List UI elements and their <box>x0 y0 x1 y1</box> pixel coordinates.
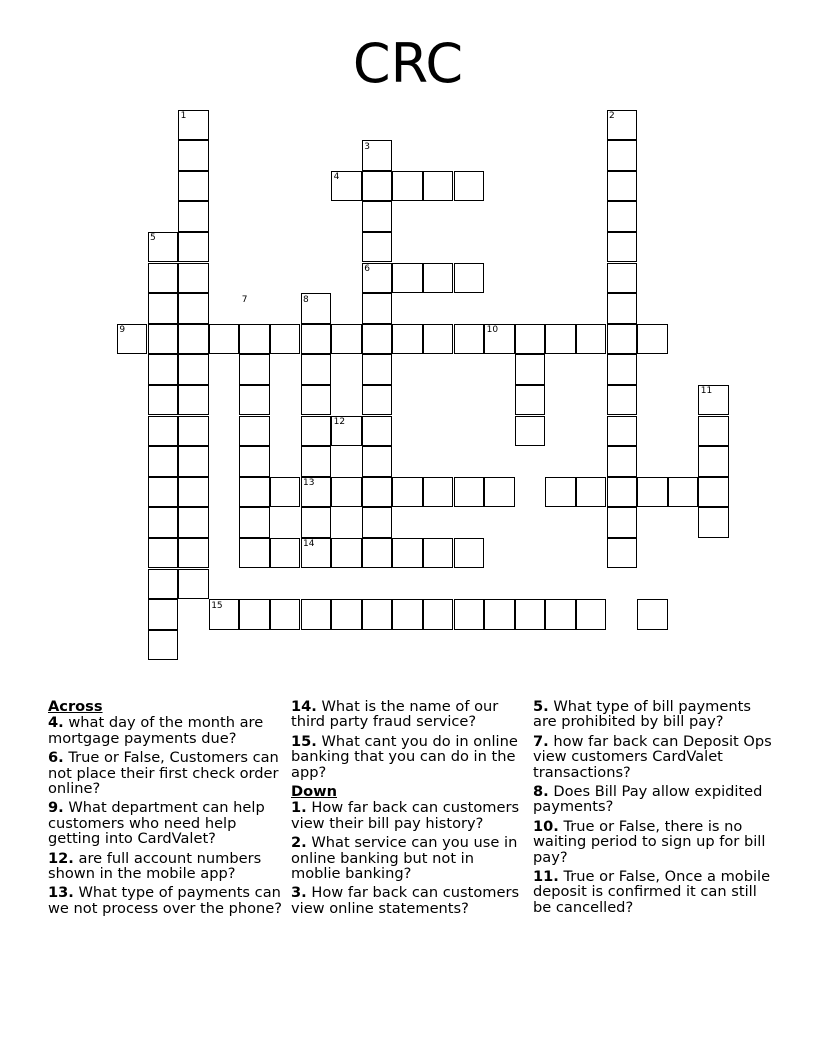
clue-text: True or False, Once a mobile deposit is confirmed it can still be cancelled? <box>533 868 771 916</box>
cell-number: 13 <box>303 478 315 489</box>
crossword-cell[interactable] <box>148 630 179 661</box>
crossword-cell[interactable] <box>209 324 240 355</box>
clue-text: What is the name of our third party fraud service? <box>291 698 499 731</box>
cell-number: 5 <box>150 233 156 244</box>
crossword-cell[interactable] <box>301 507 332 538</box>
clue-column-3 <box>533 699 773 919</box>
crossword-cell[interactable] <box>270 477 301 508</box>
clue-down-3 <box>291 885 527 916</box>
crossword-cell[interactable] <box>362 385 393 416</box>
crossword-cell[interactable] <box>515 385 546 416</box>
clue-number: 10. <box>533 817 559 835</box>
clue-number: 9. <box>48 799 64 817</box>
cell-number: 11 <box>700 386 713 397</box>
crossword-cell[interactable] <box>607 354 638 385</box>
crossword-cell[interactable] <box>148 446 179 477</box>
down-heading: Down <box>291 783 338 801</box>
crossword-cell[interactable] <box>607 293 638 324</box>
clue-across-9 <box>48 800 284 846</box>
crossword-cell[interactable] <box>239 538 270 569</box>
crossword-cell[interactable] <box>515 599 546 630</box>
cell-number: 8 <box>303 294 309 305</box>
clue-down-11 <box>533 869 773 915</box>
crossword-cell[interactable] <box>148 477 179 508</box>
clue-number: 4. <box>48 714 64 732</box>
crossword-cell[interactable] <box>239 507 270 538</box>
clue-number: 15. <box>291 732 317 750</box>
crossword-cell[interactable] <box>515 354 546 385</box>
crossword-cell[interactable] <box>362 171 393 202</box>
crossword-cell[interactable] <box>392 538 423 569</box>
crossword-cell[interactable] <box>515 324 546 355</box>
crossword-cell[interactable] <box>270 538 301 569</box>
crossword-cell[interactable] <box>607 416 638 447</box>
clue-number: 8. <box>533 783 549 801</box>
cell-number: 15 <box>211 600 223 611</box>
clue-text: Does Bill Pay allow expidited payments? <box>533 783 763 816</box>
crossword-cell[interactable] <box>607 507 638 538</box>
crossword-cell[interactable] <box>362 293 393 324</box>
cell-number: 12 <box>333 417 346 427</box>
clue-down-5 <box>533 699 773 730</box>
crossword-cell[interactable] <box>607 446 638 477</box>
crossword-cell[interactable] <box>148 416 179 447</box>
clue-number: 14. <box>291 698 317 715</box>
crossword-cell[interactable] <box>148 263 179 294</box>
clue-number: 11. <box>533 868 559 886</box>
crossword-cell[interactable] <box>148 354 179 385</box>
clue-down-7 <box>533 734 773 780</box>
crossword-cell[interactable] <box>637 599 668 630</box>
across-heading: Across <box>48 698 103 715</box>
crossword-cell[interactable] <box>301 385 332 416</box>
crossword-cell[interactable] <box>607 385 638 416</box>
crossword-cell[interactable] <box>178 293 209 324</box>
crossword-cell[interactable] <box>423 599 454 630</box>
crossword-cell[interactable] <box>545 324 576 355</box>
crossword-cell[interactable] <box>454 171 485 202</box>
crossword-cell[interactable] <box>178 354 209 385</box>
crossword-cell[interactable] <box>607 538 638 569</box>
crossword-cell[interactable] <box>423 171 454 202</box>
crossword-cell[interactable] <box>545 477 576 508</box>
crossword-cell[interactable] <box>484 477 515 508</box>
crossword-cell[interactable] <box>423 324 454 355</box>
crossword-cell[interactable] <box>515 416 546 447</box>
clue-text: True or False, there is no waiting period to sign up for bill pay? <box>533 817 766 866</box>
crossword-cell[interactable] <box>607 232 638 263</box>
crossword-cell[interactable] <box>362 232 393 263</box>
clue-down-2 <box>291 835 527 881</box>
crossword-cell[interactable] <box>362 599 393 630</box>
crossword-cell[interactable] <box>239 354 270 385</box>
crossword-cell[interactable] <box>576 477 607 508</box>
crossword-cell[interactable] <box>270 599 301 630</box>
crossword-cell[interactable] <box>362 354 393 385</box>
crossword-cell[interactable] <box>607 140 638 171</box>
clue-number: 12. <box>48 849 74 867</box>
crossword-cell[interactable] <box>148 569 179 600</box>
crossword-cell[interactable] <box>607 324 638 355</box>
clue-column-2 <box>291 699 527 920</box>
cell-number: 7 <box>241 294 248 305</box>
crossword-cell[interactable] <box>301 354 332 385</box>
crossword-cell[interactable] <box>545 599 576 630</box>
crossword-cell[interactable] <box>331 324 362 355</box>
clue-across-12 <box>48 851 284 882</box>
crossword-cell[interactable] <box>148 324 179 355</box>
crossword-cell[interactable] <box>178 569 209 600</box>
clue-across-15 <box>291 734 527 780</box>
crossword-cell[interactable] <box>392 263 423 294</box>
crossword-cell[interactable] <box>270 324 301 355</box>
clue-column-1 <box>48 699 284 920</box>
crossword-cell[interactable] <box>454 599 485 630</box>
crossword-cell[interactable] <box>301 324 332 355</box>
crossword-cell[interactable] <box>698 446 729 477</box>
clue-across-13 <box>48 885 284 916</box>
crossword-cell[interactable] <box>178 507 209 538</box>
clue-across-14 <box>291 699 527 730</box>
crossword-cell[interactable] <box>392 324 423 355</box>
crossword-cell[interactable] <box>178 232 209 263</box>
crossword-cell[interactable] <box>178 446 209 477</box>
crossword-cell[interactable] <box>637 324 668 355</box>
crossword-cell[interactable] <box>423 477 454 508</box>
crossword-cell[interactable] <box>178 140 209 171</box>
crossword-cell[interactable] <box>331 538 362 569</box>
crossword-cell[interactable] <box>637 477 668 508</box>
crossword-cell[interactable] <box>148 599 179 630</box>
clue-number: 5. <box>533 698 549 715</box>
clue-text: What cant you do in online banking that you can do in the app? <box>291 732 518 781</box>
crossword-cell[interactable] <box>301 446 332 477</box>
clue-text: What type of bill payments are prohibited by bill pay? <box>533 698 751 731</box>
crossword-cell[interactable] <box>178 263 209 294</box>
crossword-cell[interactable] <box>607 171 638 202</box>
crossword-cell[interactable] <box>239 599 270 630</box>
crossword-cell[interactable] <box>362 416 393 447</box>
crossword-cell[interactable] <box>301 416 332 447</box>
clue-number: 13. <box>48 884 74 902</box>
crossword-cell[interactable] <box>362 201 393 232</box>
crossword-cell[interactable] <box>698 416 729 447</box>
crossword-cell[interactable] <box>392 171 423 202</box>
crossword-cell[interactable] <box>576 324 607 355</box>
crossword-cell[interactable] <box>423 263 454 294</box>
crossword-cell[interactable] <box>576 599 607 630</box>
clue-text: how far back can Deposit Ops view customers CardValet transactions? <box>533 732 772 781</box>
clue-across-6 <box>48 750 284 796</box>
crossword-cell[interactable] <box>423 538 454 569</box>
crossword-cell[interactable] <box>698 477 729 508</box>
puzzle-title: CRC <box>352 32 464 95</box>
crossword-cell[interactable] <box>668 477 699 508</box>
cell-number: 10 <box>486 325 499 336</box>
crossword-cell[interactable] <box>239 385 270 416</box>
crossword-cell[interactable] <box>454 263 485 294</box>
crossword-cell[interactable] <box>454 538 485 569</box>
crossword-cell[interactable] <box>607 201 638 232</box>
crossword-cell[interactable] <box>698 507 729 538</box>
clue-text: What department can help customers who need help getting into CardValet? <box>48 799 265 848</box>
clue-number: 1. <box>291 799 307 817</box>
crossword-cell[interactable] <box>331 477 362 508</box>
clue-number: 3. <box>291 884 307 902</box>
clue-text: How far back can customers view their bill pay history? <box>291 799 520 832</box>
cell-number: 9 <box>119 325 126 336</box>
clue-text: are full account numbers shown in the mobile app? <box>48 849 262 883</box>
crossword-cell[interactable] <box>392 477 423 508</box>
clue-text: What type of payments can we not process over the phone? <box>48 884 282 917</box>
crossword-cell[interactable] <box>148 293 179 324</box>
crossword-cell[interactable] <box>148 507 179 538</box>
crossword-cell[interactable] <box>331 599 362 630</box>
crossword-cell[interactable] <box>362 477 393 508</box>
clue-number: 2. <box>291 834 307 852</box>
cell-number: 1 <box>180 111 187 121</box>
clue-number: 6. <box>48 749 64 767</box>
crossword-cell[interactable] <box>362 538 393 569</box>
crossword-cell[interactable] <box>178 538 209 569</box>
crossword-cell[interactable] <box>239 477 270 508</box>
crossword-cell[interactable] <box>484 599 515 630</box>
crossword-cell[interactable] <box>148 538 179 569</box>
clue-text: How far back can customers view online statements? <box>291 884 520 917</box>
crossword-cell[interactable] <box>607 263 638 294</box>
clue-down-10 <box>533 819 773 865</box>
crossword-cell[interactable] <box>392 599 423 630</box>
crossword-cell[interactable] <box>239 324 270 355</box>
crossword-cell[interactable] <box>239 446 270 477</box>
crossword-cell[interactable] <box>362 507 393 538</box>
clue-text: What service can you use in online banking but not in moblie banking? <box>291 834 518 883</box>
crossword-cell[interactable] <box>178 201 209 232</box>
crossword-cell[interactable] <box>362 324 393 355</box>
cell-number: 14 <box>303 539 315 550</box>
clue-down-1 <box>291 800 527 831</box>
clue-text: what day of the month are mortgage payments due? <box>48 714 264 747</box>
cell-number: 4 <box>333 172 340 183</box>
clue-text: True or False, Customers can not place their first check order online? <box>48 749 279 798</box>
crossword-cell[interactable] <box>178 171 209 202</box>
crossword-cell[interactable] <box>454 324 485 355</box>
crossword-cell[interactable] <box>454 477 485 508</box>
crossword-cell[interactable] <box>178 324 209 355</box>
cell-number: 2 <box>609 111 615 121</box>
clue-number: 7. <box>533 732 549 750</box>
crossword-cell[interactable] <box>362 446 393 477</box>
clue-down-8 <box>533 784 773 815</box>
crossword-cell[interactable] <box>239 416 270 447</box>
crossword-cell[interactable] <box>607 477 638 508</box>
crossword-cell[interactable] <box>178 416 209 447</box>
crossword-cell[interactable] <box>301 599 332 630</box>
clue-across-4 <box>48 715 284 746</box>
crossword-cell[interactable] <box>178 477 209 508</box>
cell-number: 3 <box>364 141 370 152</box>
crossword-cell[interactable] <box>178 385 209 416</box>
cell-number: 6 <box>364 264 370 274</box>
crossword-cell[interactable] <box>148 385 179 416</box>
